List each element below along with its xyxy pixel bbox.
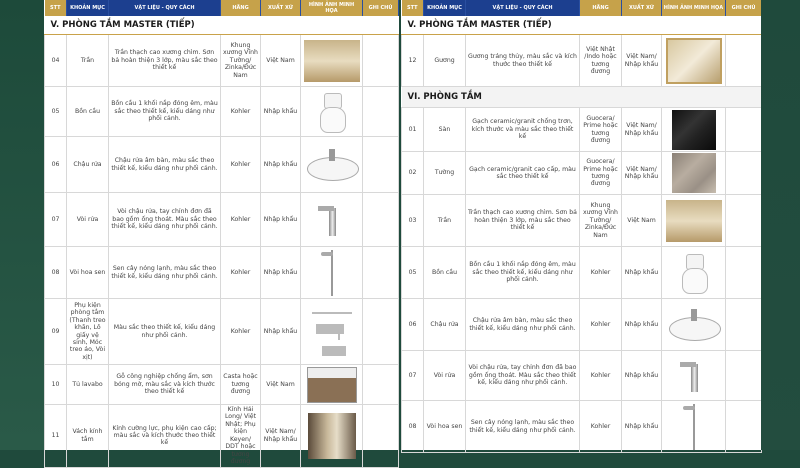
row-image-cell [301,193,363,247]
table-row [45,299,399,365]
sink-image [305,149,359,181]
table-row [45,193,399,247]
row-brand: Kohler [221,247,261,299]
toilet-image [674,252,714,294]
section-title-row [402,87,762,108]
row-note [726,195,762,247]
right-spec-table [401,0,762,453]
row-stt: 12 [402,35,424,87]
row-item: Bồn cầu [424,247,466,299]
row-origin: Nhập khẩu [622,351,662,401]
row-image-cell [662,299,726,351]
row-origin: Nhập khẩu [622,401,662,453]
row-spec: Bồn cầu 1 khối nắp đóng êm, màu sắc theo thiết kế, kiểu dáng như phối cảnh. [109,87,221,137]
row-note [726,35,762,87]
row-note [363,299,399,365]
row-image-cell [662,152,726,195]
row-brand: Kính Hải Long/ Việt Nhật; Phụ kiện Keyen/ DDT hoặc tương đương [221,405,261,468]
header-item: KHOẢN MỤC [424,0,466,16]
header-note: GHI CHÚ [726,0,762,16]
row-spec: Chậu rửa âm bàn, màu sắc theo thiết kế, kiểu dáng như phối cảnh. [466,299,580,351]
row-spec: Trần thạch cao xương chìm. Sơn bả hoàn thiện 3 lớp, màu sắc theo thiết kế [466,195,580,247]
table-row [45,137,399,193]
row-brand: Kohler [221,193,261,247]
row-stt: 06 [402,299,424,351]
row-stt: 07 [402,351,424,401]
row-stt: 06 [45,137,67,193]
header-item: KHOẢN MỤC [67,0,109,16]
row-origin: Nhập khẩu [261,137,301,193]
row-note [726,108,762,152]
row-origin: Việt Nam [261,365,301,405]
row-note [363,87,399,137]
section-title: V. PHÒNG TẮM MASTER (TIẾP) [402,16,762,35]
row-origin: Việt Nam [261,35,301,87]
row-note [363,193,399,247]
section-title-row [402,16,762,35]
right-header-row [402,0,762,16]
row-origin: Nhập khẩu [261,299,301,365]
table-row [402,351,762,401]
row-note [726,351,762,401]
row-image-cell [301,299,363,365]
row-note [726,401,762,453]
row-origin: Nhập khẩu [261,193,301,247]
row-image-cell [662,195,726,247]
faucet-image [674,356,714,396]
table-row [402,152,762,195]
row-image-cell [662,108,726,152]
section-title: VI. PHÒNG TẮM [402,87,762,108]
row-stt: 05 [45,87,67,137]
row-image-cell [301,405,363,468]
row-item: Gương [424,35,466,87]
row-stt: 03 [402,195,424,247]
row-spec: Sen cây nóng lạnh, màu sắc theo thiết kế, kiểu dáng như phối cảnh. [109,247,221,299]
row-stt: 04 [45,35,67,87]
row-item: Vòi rửa [424,351,466,401]
row-origin: Nhập khẩu [622,299,662,351]
row-brand: Kohler [221,137,261,193]
row-item: Trần [424,195,466,247]
left-table-panel [44,0,398,466]
row-stt: 02 [402,152,424,195]
row-image-cell [662,247,726,299]
table-row [45,87,399,137]
accessory-shape [338,324,340,340]
row-brand: Guocera/ Prime hoặc tương đương [580,152,622,195]
table-row [402,299,762,351]
row-brand: Kohler [221,87,261,137]
row-brand: Kohler [580,351,622,401]
row-origin: Nhập khẩu [261,87,301,137]
row-image-cell [301,247,363,299]
table-row [402,35,762,87]
wall-tile-image [672,153,716,193]
row-stt: 08 [45,247,67,299]
row-item: Tủ lavabo [67,365,109,405]
sink-image [667,309,721,341]
header-stt: STT [45,0,67,16]
row-note [363,365,399,405]
row-image-cell [301,35,363,87]
row-spec: Gạch ceramic/granit chống trơn, kích thước và màu sắc theo thiết kế [466,108,580,152]
row-note [363,247,399,299]
row-stt: 09 [45,299,67,365]
row-spec: Kính cường lực, phụ kiện cao cấp; màu sắc và kích thước theo thiết kế [109,405,221,468]
cabinet-image [307,367,357,403]
row-spec: Gạch ceramic/granit cao cấp, màu sắc theo thiết kế [466,152,580,195]
row-image-cell [301,137,363,193]
header-spec: VẬT LIỆU - QUY CÁCH [466,0,580,16]
row-stt: 10 [45,365,67,405]
header-brand: HÃNG [221,0,261,16]
ceiling-image [304,40,360,82]
row-brand: Kohler [580,247,622,299]
row-item: Bồn cầu [67,87,109,137]
decorative-edge [761,0,800,450]
toilet-image [312,91,352,133]
header-origin: XUẤT XỨ [261,0,301,16]
row-origin: Việt Nam/ Nhập khẩu [622,35,662,87]
row-note [726,247,762,299]
row-item: Vách kính tắm [67,405,109,468]
header-brand: HÃNG [580,0,622,16]
header-stt: STT [402,0,424,16]
row-spec: Vòi chậu rửa, tay chỉnh đơn đã bao gồm ống thoát. Màu sắc theo thiết kế, kiểu dáng như phối cảnh. [466,351,580,401]
accessories-image [310,304,354,360]
row-item: Tường [424,152,466,195]
faucet-image [312,200,352,240]
row-image-cell [662,35,726,87]
header-image: HÌNH ẢNH MINH HỌA [301,0,363,16]
row-item: Trần [67,35,109,87]
decorative-background [0,0,44,450]
row-spec: Gương tráng thủy, màu sắc và kích thước theo thiết kế [466,35,580,87]
row-spec: Vòi chậu rửa, tay chỉnh đơn đã bao gồm ống thoát. Màu sắc theo thiết kế, kiểu dáng như phối cảnh. [109,193,221,247]
row-stt: 01 [402,108,424,152]
section-title: V. PHÒNG TẮM MASTER (TIẾP) [45,16,399,35]
row-item: Vòi hoa sen [424,401,466,453]
row-brand: Khung xương Vĩnh Tường/ Zinka/Đức Nam [221,35,261,87]
row-spec: Màu sắc theo thiết kế, kiểu dáng như phối cảnh. [109,299,221,365]
row-origin: Việt Nam [622,195,662,247]
table-row [402,108,762,152]
row-note [363,35,399,87]
table-row [402,195,762,247]
row-brand: Kohler [221,299,261,365]
table-row [45,365,399,405]
table-row [45,35,399,87]
glass-partition-image [308,413,356,459]
accessory-shape [322,346,346,356]
row-note [363,137,399,193]
header-spec: VẬT LIỆU - QUY CÁCH [109,0,221,16]
row-image-cell [662,351,726,401]
row-note [726,152,762,195]
header-note: GHI CHÚ [363,0,399,16]
row-spec: Sen cây nóng lạnh, màu sắc theo thiết kế, kiểu dáng như phối cảnh. [466,401,580,453]
table-row [402,401,762,453]
accessory-shape [312,312,352,314]
row-origin: Nhập khẩu [622,247,662,299]
mirror-image [666,38,722,84]
row-stt: 11 [45,405,67,468]
header-origin: XUẤT XỨ [622,0,662,16]
section-title-row [45,16,399,35]
row-brand: Khung xương Vĩnh Tường/ Zinka/Đức Nam [580,195,622,247]
row-brand: Kohler [580,299,622,351]
row-note [363,405,399,468]
row-item: Sàn [424,108,466,152]
row-image-cell [301,365,363,405]
row-item: Chậu rửa [67,137,109,193]
row-stt: 05 [402,247,424,299]
table-row [45,405,399,468]
table-row [45,247,399,299]
row-origin: Việt Nam/ Nhập khẩu [622,152,662,195]
left-header-row [45,0,399,16]
row-brand: Kohler [580,401,622,453]
row-item: Phụ kiện phòng tắm (Thanh treo khăn, Lô giấy vệ sinh, Móc treo áo, Vòi xịt) [67,299,109,365]
row-spec: Chậu rửa âm bàn, màu sắc theo thiết kế, kiểu dáng như phối cảnh. [109,137,221,193]
row-spec: Trần thạch cao xương chìm. Sơn bả hoàn thiện 3 lớp, màu sắc theo thiết kế [109,35,221,87]
shower-image [679,404,709,450]
row-spec: Gỗ công nghiệp chống ẩm, sơn bóng mờ, màu sắc và kích thước theo thiết kế [109,365,221,405]
floor-tile-image [672,110,716,150]
row-item: Vòi hoa sen [67,247,109,299]
row-brand: Guocera/ Prime hoặc tương đương [580,108,622,152]
row-stt: 07 [45,193,67,247]
row-note [726,299,762,351]
table-row [402,247,762,299]
row-brand: Casta hoặc tương đương [221,365,261,405]
row-spec: Bồn cầu 1 khối nắp đóng êm, màu sắc theo thiết kế, kiểu dáng như phối cảnh. [466,247,580,299]
ceiling-image [666,200,722,242]
row-item: Vòi rửa [67,193,109,247]
header-image: HÌNH ẢNH MINH HỌA [662,0,726,16]
row-image-cell [662,401,726,453]
row-image-cell [301,87,363,137]
row-item: Chậu rửa [424,299,466,351]
row-origin: Việt Nam/ Nhập khẩu [261,405,301,468]
row-origin: Việt Nam/ Nhập khẩu [622,108,662,152]
shower-image [317,250,347,296]
right-table-panel [401,0,761,450]
row-brand: Việt Nhật /Indo hoặc tương đương [580,35,622,87]
left-spec-table [44,0,399,468]
row-origin: Nhập khẩu [261,247,301,299]
row-stt: 08 [402,401,424,453]
